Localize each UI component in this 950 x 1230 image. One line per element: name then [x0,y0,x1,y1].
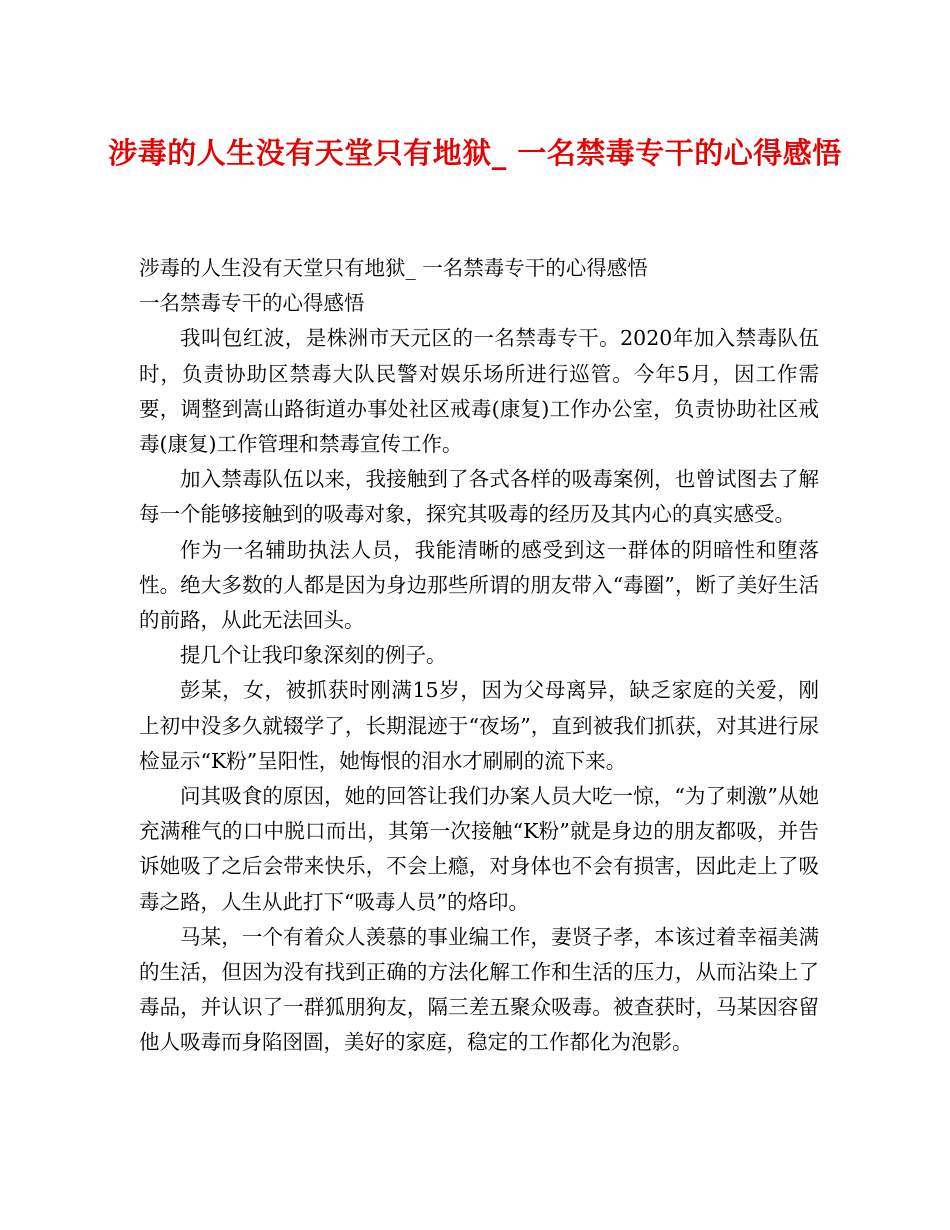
document-title: 涉毒的人生没有天堂只有地狱_ 一名禁毒专干的心得感悟 [108,136,842,170]
document-body [139,251,819,1061]
subtitle-line: 涉毒的人生没有天堂只有地狱_ 一名禁毒专干的心得感悟 [139,256,648,280]
paragraph: 马某，一个有着众人羡慕的事业编工作，妻贤子孝，本该过着幸福美满的生活，但因为没有找到正确的方法化解工作和生活的压力，从而沾染上了毒品，并认识了一群狐朋狗友，隔三差五聚众吸毒。被查获时，马某因容留他人吸毒而身陷囹圄，美好的家庭，稳定的工作都化为泡影。 [139,924,819,1055]
paragraph: 我叫包红波，是株洲市天元区的一名禁毒专干。2020年加入禁毒队伍时，负责协助区禁毒大队民警对娱乐场所进行巡管。今年5月，因工作需要，调整到嵩山路街道办事处社区戒毒(康复)工作办公室，负责协助社区戒毒(康复)工作管理和禁毒宣传工作。 [139,326,819,457]
paragraph: 加入禁毒队伍以来，我接触到了各式各样的吸毒案例，也曾试图去了解每一个能够接触到的吸毒对象，探究其吸毒的经历及其内心的真实感受。 [139,467,819,527]
paragraph: 彭某，女，被抓获时刚满15岁，因为父母离异，缺乏家庭的关爱，刚上初中没多久就辍学了，长期混迹于“夜场”，直到被我们抓获，对其进行尿检显示“K粉”呈阳性，她悔恨的泪水才刷刷的流下来。 [139,678,819,773]
paragraph: 作为一名辅助执法人员，我能清晰的感受到这一群体的阴暗性和堕落性。绝大多数的人都是因为身边那些所谓的朋友带入“毒圈”，断了美好生活的前路，从此无法回头。 [139,537,819,633]
paragraph: 提几个让我印象深刻的例子。 [180,643,447,668]
paragraph: 问其吸食的原因，她的回答让我们办案人员大吃一惊，“为了刺激”从她充满稚气的口中脱口而出，其第一次接触“K粉”就是身边的朋友都吸，并告诉她吸了之后会带来快乐，不会上瘾，对身体也不会有损害，因此走上了吸毒之路，人生从此打下“吸毒人员”的烙印。 [139,784,819,914]
subtitle-line: 一名禁毒专干的心得感悟 [139,291,365,316]
